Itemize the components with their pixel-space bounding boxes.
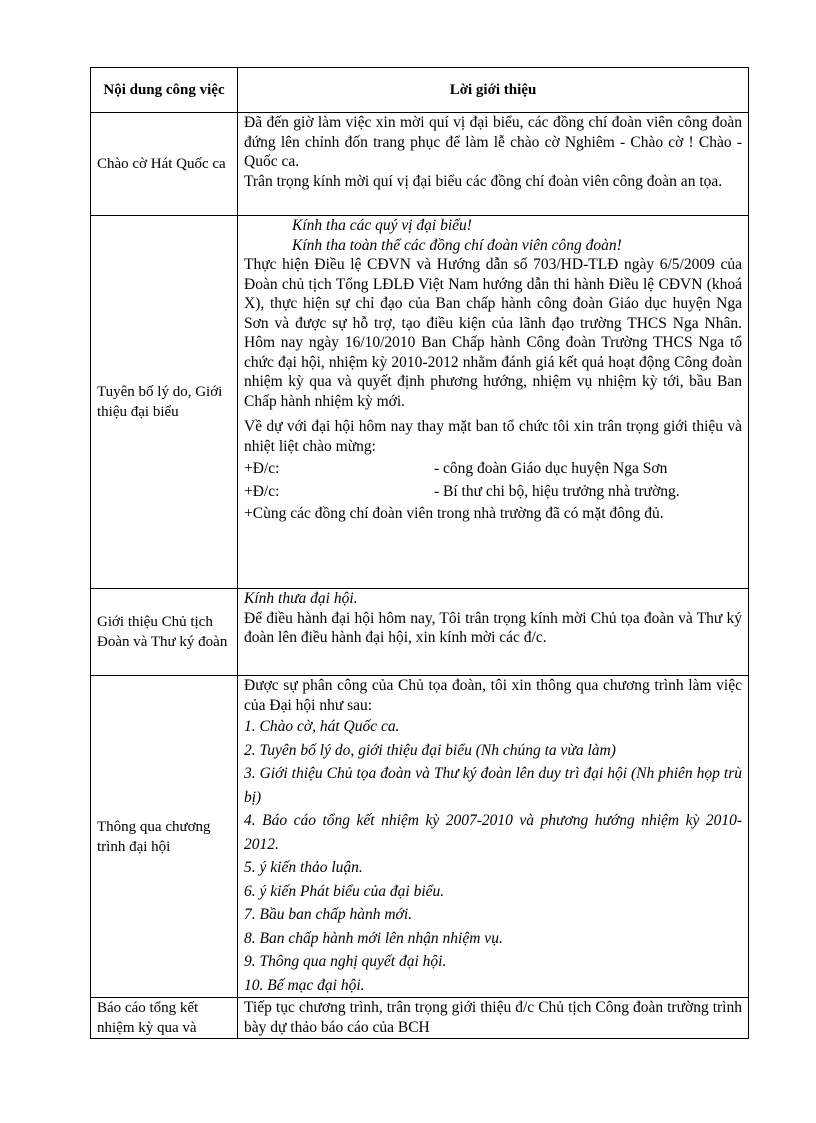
content-cell — [238, 589, 749, 676]
agenda-item: 5. ý kiến thảo luận. — [244, 859, 363, 876]
guest-label: +Đ/c: — [244, 460, 280, 477]
paragraph: Được sự phân công của Chủ tọa đoàn, tôi xin thông qua chương trình làm việc của Đại hội như sau: — [244, 677, 742, 714]
task-cell: Chào cờ Hát Quốc ca — [91, 113, 238, 216]
agenda-item: 10. Bế mạc đại hội. — [244, 976, 365, 994]
header-row — [91, 68, 749, 113]
paragraph: Trân trọng kính mời quí vị đại biểu các đồng chí đoàn viên công đoàn an tọa. — [244, 172, 723, 190]
table-row — [91, 676, 749, 998]
paragraph: Để điều hành đại hội hôm nay, Tôi trân trọng kính mời Chủ tọa đoàn và Thư ký đoàn lên điều hành đại hội, xin kính mời các đ/c. — [244, 609, 742, 646]
table-row — [91, 589, 749, 676]
content-cell: Tiếp tục chương trình, trân trọng giới thiệu đ/c Chủ tịch Công đoàn trường trình bày dự thảo báo cáo của BCH — [238, 998, 749, 1039]
content-cell — [238, 113, 749, 216]
agenda-item: 8. Ban chấp hành mới lên nhận nhiệm vụ. — [244, 929, 503, 947]
task-cell: Báo cáo tổng kết nhiệm kỳ qua và — [91, 998, 238, 1039]
guest-line — [244, 482, 742, 502]
table-row — [91, 216, 749, 589]
header-content: Lời giới thiệu — [238, 68, 749, 113]
agenda-item: 9. Thông qua nghị quyết đại hội. — [244, 953, 447, 970]
agenda-table — [90, 67, 749, 1039]
paragraph: Đã đến giờ làm việc xin mời quí vị đại biểu, các đồng chí đoàn viên công đoàn đứng lên chỉnh đốn trang phục để làm lễ chào cờ Nghiêm - Chào cờ ! Chào - Quốc ca. — [244, 114, 742, 170]
agenda-item: 3. Giới thiệu Chủ tọa đoàn và Thư ký đoàn lên duy trì đại hội (Nh phiên họp trù bị) — [244, 765, 742, 806]
guest-line: +Cùng các đồng chí đoàn viên trong nhà trường đã có mặt đông đủ. — [244, 505, 664, 522]
task-cell: Giới thiệu Chủ tịch Đoàn và Thư ký đoàn — [91, 589, 238, 676]
paragraph: Về dự với đại hội hôm nay thay mặt ban tổ chức tôi xin trân trọng giới thiệu và nhiệt liệt chào mừng: — [244, 418, 742, 455]
guest-label: +Đ/c: — [244, 482, 280, 500]
greeting: Kính tha các quý vị đại biểu! — [292, 217, 472, 234]
guest-role: - Bí thư chi bộ, hiệu trưởng nhà trường. — [434, 482, 680, 500]
guest-role: - công đoàn Giáo dục huyện Nga Sơn — [434, 460, 668, 477]
agenda-item: 6. ý kiến Phát biểu của đại biểu. — [244, 882, 445, 900]
task-cell: Tuyên bố lý do, Giới thiệu đại biểu — [91, 216, 238, 589]
agenda-item: 2. Tuyên bố lý do, giới thiệu đại biểu (Nh chúng ta vừa làm) — [244, 741, 616, 759]
agenda-item: 1. Chào cờ, hát Quốc ca. — [244, 718, 400, 735]
table-row — [91, 113, 749, 216]
table-row — [91, 998, 749, 1039]
content-cell — [238, 216, 749, 589]
paragraph: Thực hiện Điều lệ CĐVN và Hướng dẫn số 703/HD-TLĐ ngày 6/5/2009 của Đoàn chủ tịch Tổng LĐLĐ Việt Nam hướng dẫn thi hành Điều lệ CĐVN (khoá X), thực hiện sự chỉ đạo của Ban chấp hành công đoàn Giáo dục huyện Nga Sơn và được sự hỗ trợ, tạo điều kiện của lãnh đạo trường THCS Nga Nhân. Hôm nay ngày 16/10/2010 Ban Chấp hành Công đoàn Trường THCS Nga tổ chức đại hội, nhiệm kỳ 2010-2012 nhằm đánh giá kết quả hoạt động Công đoàn nhiệm kỳ qua và quyết định phương hướng, nhiệm vụ nhiệm kỳ tới, bầu Ban Chấp hành nhiệm kỳ mới. — [244, 256, 742, 410]
guest-line — [244, 459, 742, 479]
greeting: Kính tha toàn thể các đồng chí đoàn viên công đoàn! — [292, 236, 622, 254]
agenda-item: 7. Bầu ban chấp hành mới. — [244, 906, 412, 923]
header-task: Nội dung công việc — [91, 68, 238, 113]
greeting: Kính thưa đại hội. — [244, 590, 358, 607]
task-cell: Thông qua chương trình đại hội — [91, 676, 238, 998]
agenda-item: 4. Báo cáo tổng kết nhiệm kỳ 2007-2010 và phương hướng nhiệm kỳ 2010-2012. — [244, 812, 742, 853]
content-cell — [238, 676, 749, 998]
